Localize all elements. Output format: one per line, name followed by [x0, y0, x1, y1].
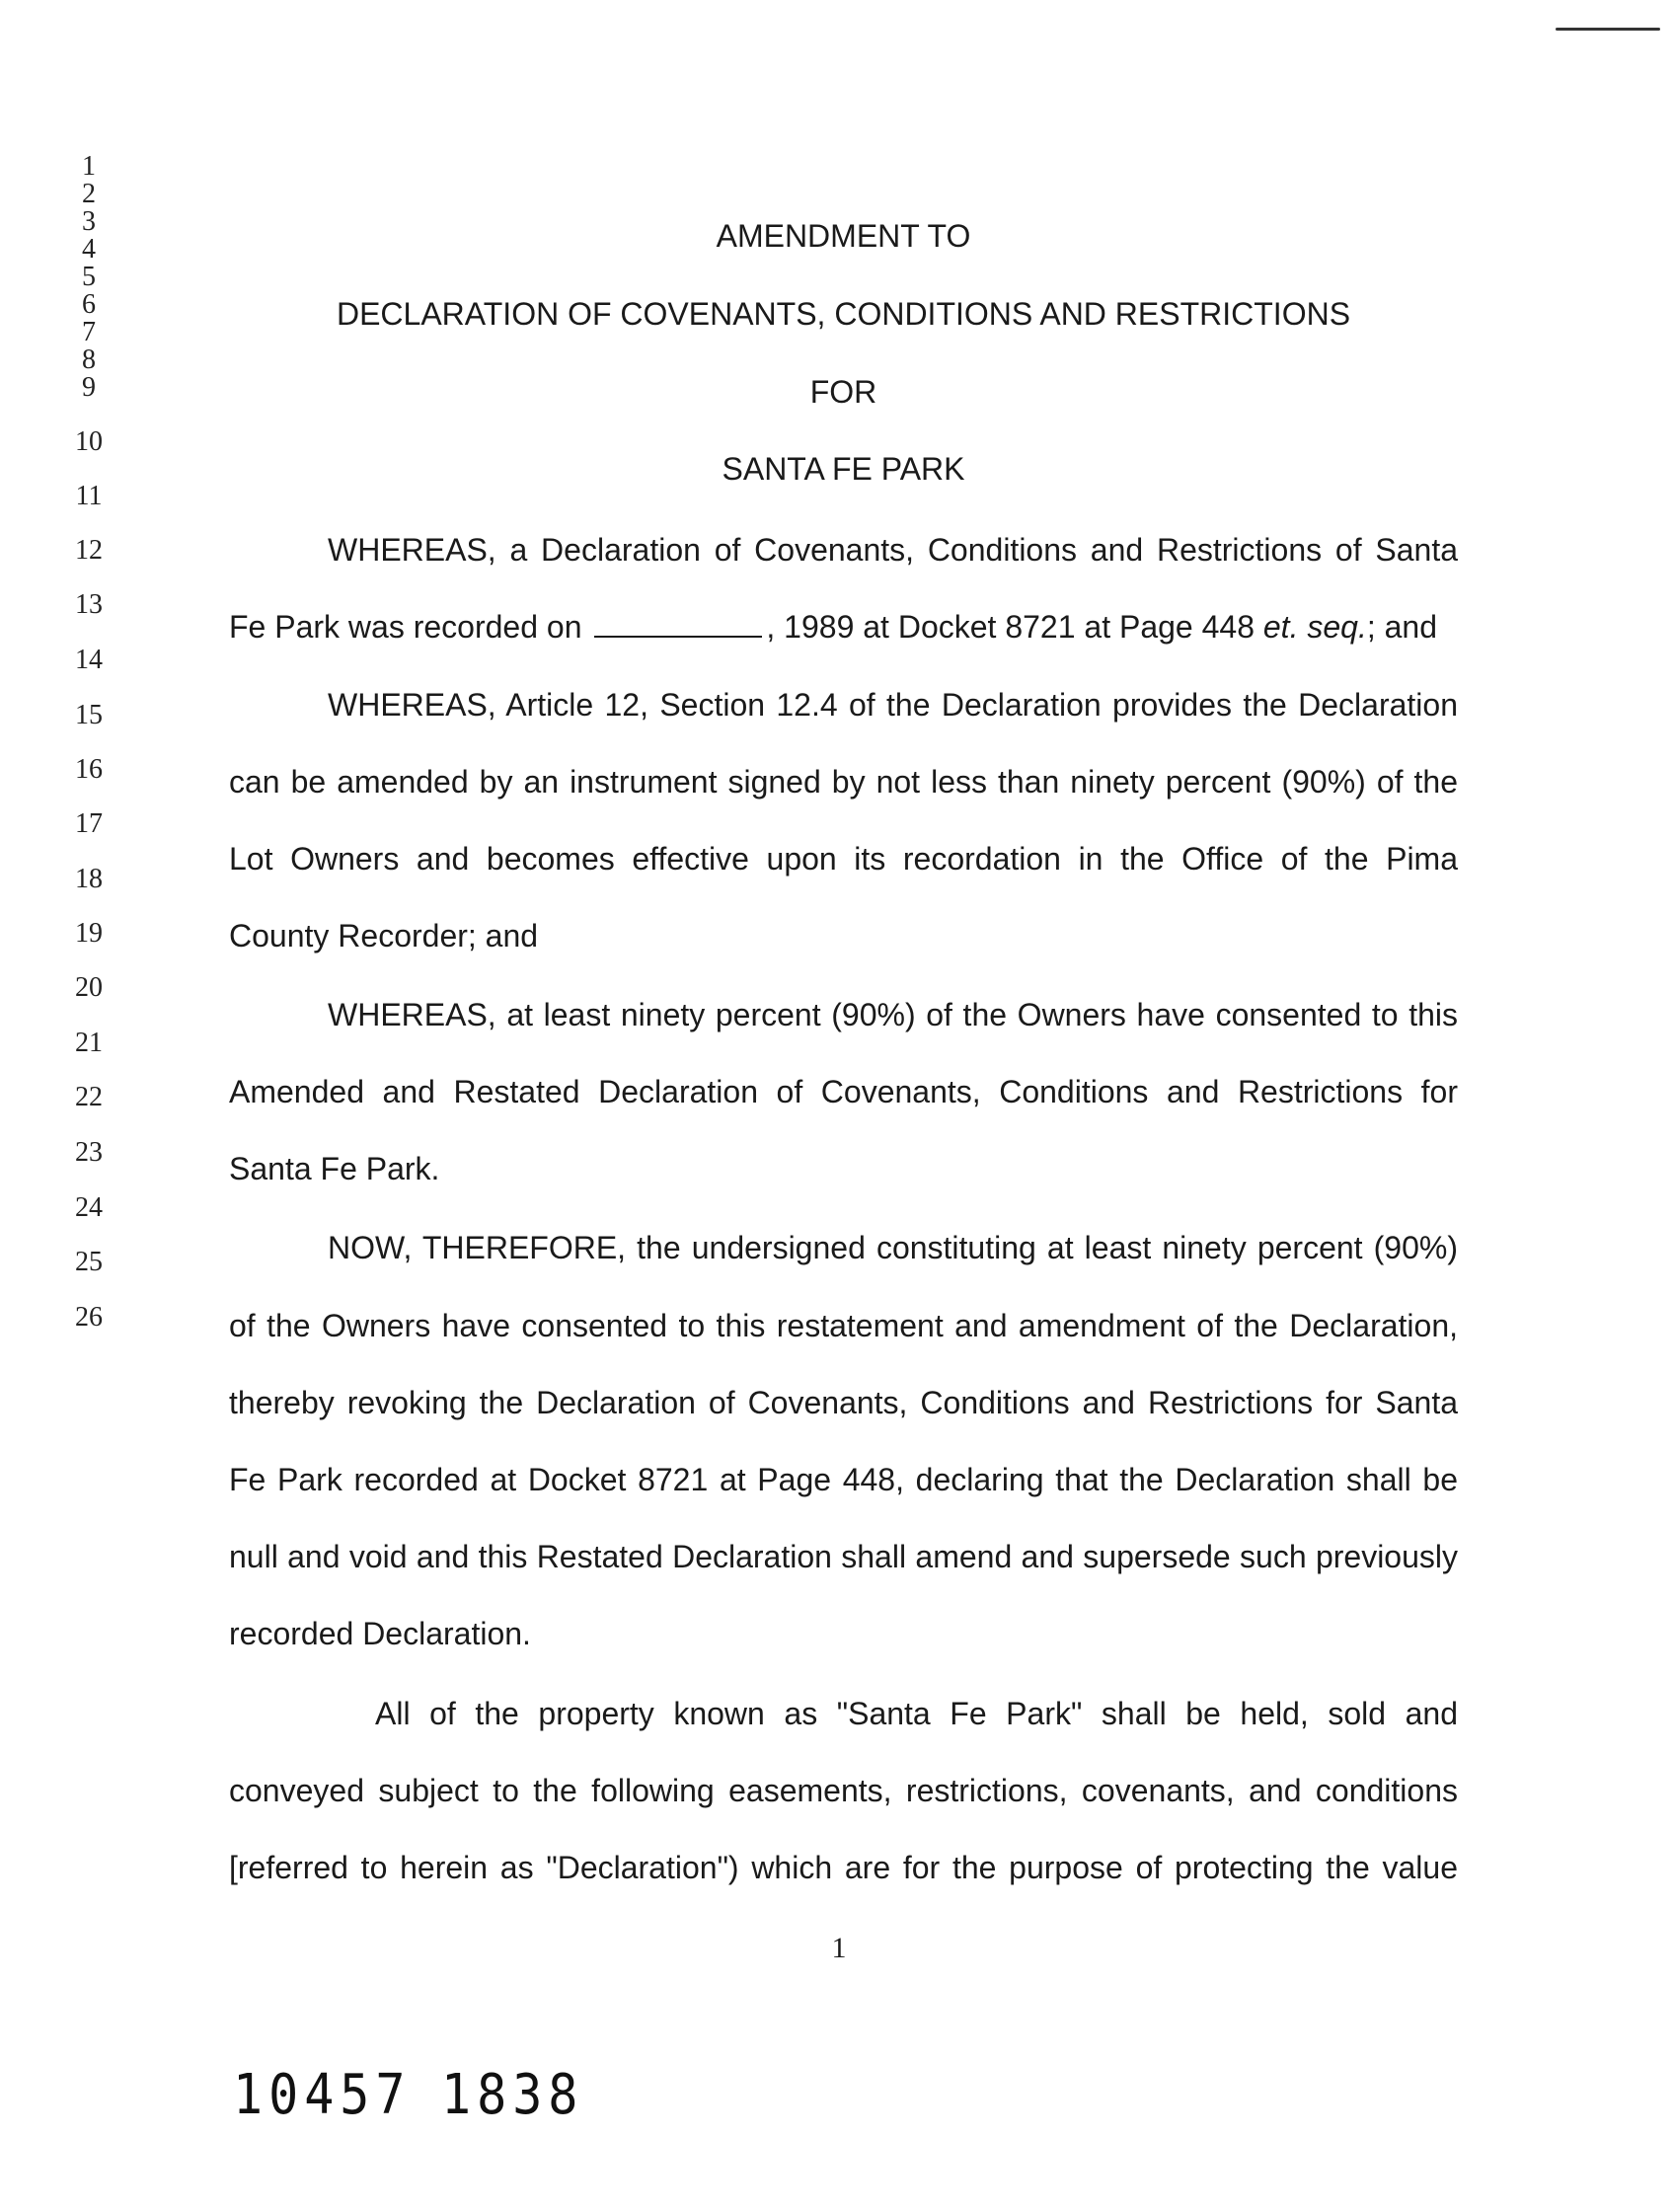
line-number: 20 — [75, 972, 103, 1003]
line-number: 5 — [82, 262, 96, 292]
line-number: 4 — [82, 234, 96, 265]
line-number: 17 — [75, 808, 103, 839]
line-number: 7 — [82, 317, 96, 347]
line-number: 19 — [75, 918, 103, 949]
line-number: 26 — [75, 1302, 103, 1333]
body-line-24: All of the property known as "Santa Fe Park" shall be held, sold and — [375, 1696, 1458, 1731]
heading-declaration: DECLARATION OF COVENANTS, CONDITIONS AND RESTRICTIONS — [336, 296, 1351, 332]
body-line-26: [referred to herein as "Declaration") which are for the purpose of protecting the value — [229, 1850, 1458, 1885]
body-line-23: recorded Declaration. — [229, 1616, 531, 1651]
body-line-20: thereby revoking the Declaration of Covenants, Conditions and Restrictions for Santa — [229, 1385, 1458, 1420]
line-number: 9 — [82, 372, 96, 403]
line-number: 18 — [75, 864, 103, 894]
body-line-25: conveyed subject to the following easements, restrictions, covenants, and conditions — [229, 1773, 1458, 1808]
body-line-10 — [229, 607, 1437, 647]
body-line-10-text-a: Fe Park was recorded on — [229, 609, 582, 645]
heading-for: FOR — [809, 374, 877, 410]
body-line-21: Fe Park recorded at Docket 8721 at Page 448, declaring that the Declaration shall be — [229, 1462, 1458, 1497]
scan-mark — [1556, 28, 1660, 31]
line-number: 25 — [75, 1247, 103, 1277]
heading-amendment: AMENDMENT TO — [716, 218, 971, 254]
body-line-13: Lot Owners and becomes effective upon its recordation in the Office of the Pima — [229, 841, 1458, 877]
line-number: 23 — [75, 1137, 103, 1168]
recording-docket-stamp: 10457 — [233, 2062, 412, 2127]
line-number: 12 — [75, 535, 103, 566]
body-line-11: WHEREAS, Article 12, Section 12.4 of the Declaration provides the Declaration — [328, 687, 1458, 723]
line-number: 1 — [82, 151, 96, 182]
line-number: 22 — [75, 1082, 103, 1112]
heading-community-name: SANTA FE PARK — [722, 451, 965, 487]
body-line-16: Amended and Restated Declaration of Covenants, Conditions and Restrictions for — [229, 1074, 1458, 1109]
body-line-10-text-d: ; and — [1366, 609, 1437, 645]
line-number: 13 — [75, 589, 103, 620]
line-number: 21 — [75, 1028, 103, 1058]
page-number: 1 — [831, 1932, 847, 1964]
recording-page-stamp: 1838 — [441, 2062, 584, 2127]
body-line-22: null and void and this Restated Declaration shall amend and supersede such previously — [229, 1539, 1458, 1574]
line-number: 15 — [75, 700, 103, 730]
line-number: 10 — [75, 426, 103, 457]
line-number: 16 — [75, 754, 103, 785]
body-line-15: WHEREAS, at least ninety percent (90%) of the Owners have consented to this — [328, 997, 1458, 1032]
body-line-17: Santa Fe Park. — [229, 1151, 440, 1186]
line-number: 8 — [82, 344, 96, 375]
body-line-9: WHEREAS, a Declaration of Covenants, Conditions and Restrictions of Santa — [328, 532, 1458, 568]
line-number: 14 — [75, 645, 103, 675]
recording-date-blank — [594, 610, 762, 638]
body-line-12: can be amended by an instrument signed by not less than ninety percent (90%) of the — [229, 764, 1458, 800]
body-line-10-text-b: , 1989 at Docket 8721 at Page 448 — [766, 609, 1255, 645]
line-number: 24 — [75, 1192, 103, 1223]
body-line-10-italic: et. seq. — [1262, 609, 1367, 645]
body-line-14: County Recorder; and — [229, 918, 539, 953]
line-number: 6 — [82, 289, 96, 320]
line-number: 2 — [82, 179, 96, 209]
body-line-19: of the Owners have consented to this restatement and amendment of the Declaration, — [229, 1308, 1458, 1343]
line-number: 3 — [82, 206, 96, 237]
body-line-18: NOW, THEREFORE, the undersigned constituting at least ninety percent (90%) — [328, 1230, 1458, 1265]
line-number: 11 — [75, 481, 103, 511]
